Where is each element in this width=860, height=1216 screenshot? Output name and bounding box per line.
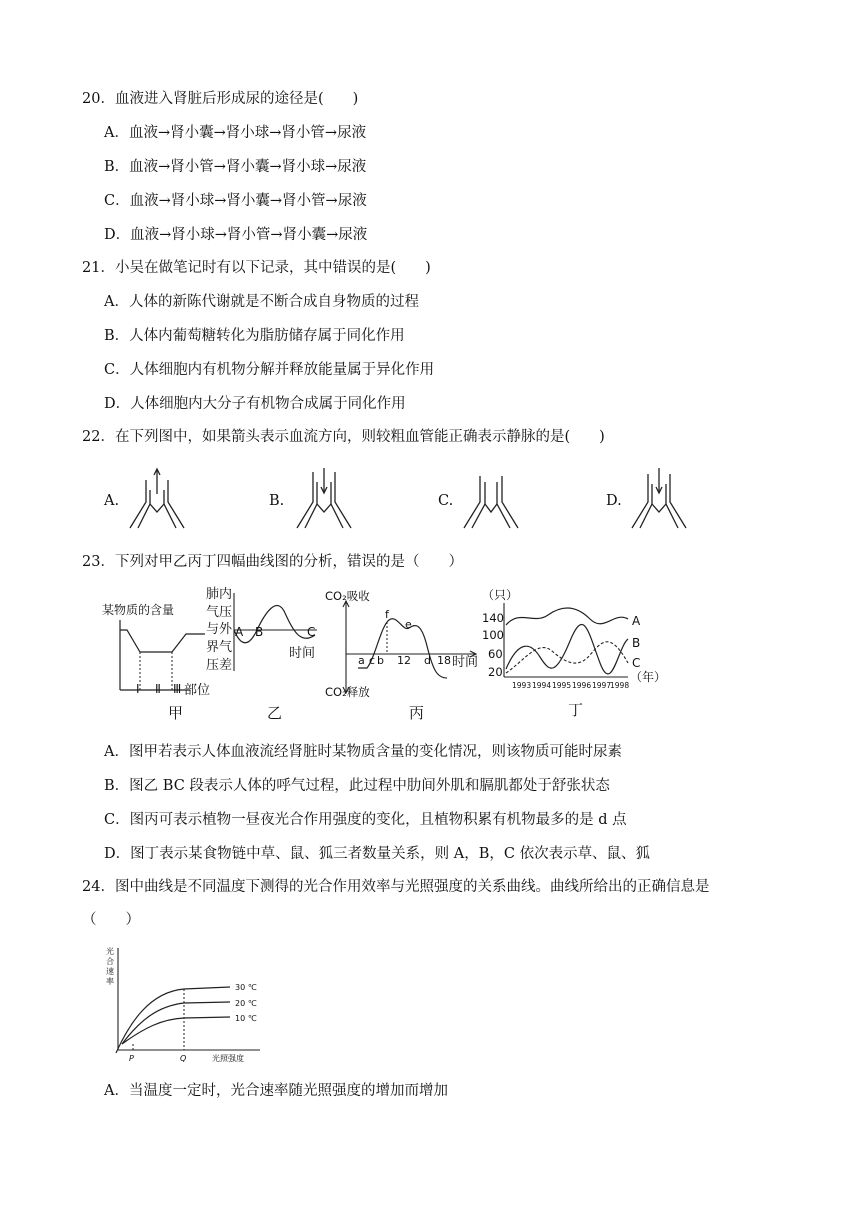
q22-stem: 22．在下列图中，如果箭头表示血流方向，则较粗血管能正确表示静脉的是( ) xyxy=(82,429,605,445)
q22-option-b-label: B. xyxy=(269,493,285,509)
ding-unit: （只） xyxy=(482,588,519,602)
bing-bottom-label: CO₂释放 xyxy=(325,685,370,699)
q24-ylabel-3: 速 xyxy=(106,967,114,976)
q23-option-b: B．图乙 BC 段表示人体的呼气过程，此过程中肋间外肌和膈肌都处于舒张状态 xyxy=(104,778,610,794)
jia-tick-3: Ⅲ xyxy=(173,682,182,696)
yi-ylabel-1: 肺内 xyxy=(206,587,233,602)
ding-year-1995: 1995 xyxy=(552,681,572,690)
jia-tick-1: Ⅰ xyxy=(136,682,140,696)
q24-ylabel-2: 合 xyxy=(106,957,114,966)
ding-year-1998: 1998 xyxy=(610,681,630,690)
q24-stem: 24．图中曲线是不同温度下测得的光合作用效率与光照强度的关系曲线。曲线所给出的正确信息是 xyxy=(82,879,710,895)
q24-tick-q: Q xyxy=(180,1054,187,1063)
q24-curve-10-label: 10 ℃ xyxy=(235,1014,257,1023)
bing-point-b: b xyxy=(377,654,384,667)
q24-option-a: A．当温度一定时，光合速率随光照强度的增加而增加 xyxy=(104,1083,448,1099)
q22-vessel-diagram-a xyxy=(128,466,188,532)
q23-option-c: C．图丙可表示植物一昼夜光合作用强度的变化，且植物积累有机物最多的是 d 点 xyxy=(104,812,627,828)
ding-ytick-100: 100 xyxy=(482,628,504,642)
q20-option-d: D．血液→肾小球→肾小管→肾小囊→尿液 xyxy=(104,227,368,243)
q20-option-a: A．血液→肾小囊→肾小球→肾小管→尿液 xyxy=(104,125,367,141)
yi-ylabel-3: 与外 xyxy=(206,622,233,637)
ding-ytick-60: 60 xyxy=(488,647,503,661)
ding-year-1994: 1994 xyxy=(532,681,552,690)
q24-photosynthesis-chart xyxy=(100,940,275,1065)
q22-option-c-label: C. xyxy=(438,493,454,509)
q24-ylabel-4: 率 xyxy=(106,977,114,986)
ding-year-1997: 1997 xyxy=(592,681,612,690)
q21-option-a: A．人体的新陈代谢就是不断合成自身物质的过程 xyxy=(104,294,419,310)
q24-ylabel-1: 光 xyxy=(106,947,114,956)
bing-tick-18: 18 xyxy=(437,654,451,667)
q20-option-b: B．血液→肾小管→肾小囊→肾小球→尿液 xyxy=(104,159,367,175)
bing-point-d: d xyxy=(424,654,431,667)
yi-point-c: C xyxy=(307,625,316,639)
ding-ytick-140: 140 xyxy=(482,611,504,625)
yi-ylabel-5: 压差 xyxy=(206,658,233,673)
yi-caption: 乙 xyxy=(267,704,283,722)
yi-ylabel-4: 界气 xyxy=(206,640,233,655)
bing-xlabel: 时间 xyxy=(452,655,479,670)
q20-stem: 20．血液进入肾脏后形成尿的途径是( ) xyxy=(82,91,359,107)
q24-stem-continued: （ ） xyxy=(82,912,140,928)
q22-vessel-diagram-d xyxy=(630,466,690,532)
ding-series-b: B xyxy=(632,636,641,650)
ding-caption: 丁 xyxy=(568,701,584,719)
ding-series-c: C xyxy=(632,656,641,670)
bing-caption: 丙 xyxy=(409,704,425,722)
q24-curve-20-label: 20 ℃ xyxy=(235,999,257,1008)
q22-vessel-diagram-b xyxy=(295,466,355,532)
q23-stem: 23．下列对甲乙丙丁四幅曲线图的分析，错误的是（ ） xyxy=(82,554,463,570)
q22-vessel-diagram-c xyxy=(462,466,522,532)
q21-option-c: C．人体细胞内有机物分解并释放能量属于异化作用 xyxy=(104,362,435,378)
yi-point-a: A xyxy=(235,625,244,639)
q23-figure-yi xyxy=(205,585,325,720)
q21-stem: 21．小吴在做笔记时有以下记录，其中错误的是( ) xyxy=(82,260,431,276)
ding-year-1996: 1996 xyxy=(572,681,592,690)
q23-option-d: D．图丁表示某食物链中草、鼠、狐三者数量关系，则 A，B，C 依次表示草、鼠、狐 xyxy=(104,846,651,862)
ding-ytick-20: 20 xyxy=(488,665,503,679)
q20-option-c: C．血液→肾小球→肾小囊→肾小管→尿液 xyxy=(104,193,367,209)
q22-option-a-label: A. xyxy=(104,493,120,509)
bing-point-a: a xyxy=(358,654,365,667)
yi-ylabel-2: 气压 xyxy=(206,605,233,620)
jia-xlabel: 部位 xyxy=(184,683,211,698)
ding-series-a: A xyxy=(632,614,641,628)
bing-top-label: CO₂吸收 xyxy=(325,589,370,603)
bing-tick-12: 12 xyxy=(397,654,411,667)
bing-point-f: f xyxy=(385,608,389,621)
jia-ylabel: 某物质的含量 xyxy=(102,603,175,617)
q24-curve-30-label: 30 ℃ xyxy=(235,983,257,992)
q23-figure-jia xyxy=(100,590,220,725)
q24-xlabel: 光照强度 xyxy=(212,1054,244,1063)
q23-figure-bing xyxy=(325,588,485,723)
yi-xlabel: 时间 xyxy=(289,646,316,661)
curve-10c xyxy=(122,1017,230,1044)
q21-option-b: B．人体内葡萄糖转化为脂肪储存属于同化作用 xyxy=(104,328,405,344)
jia-tick-2: Ⅱ xyxy=(155,682,161,696)
bing-point-c: c xyxy=(369,654,376,667)
q24-tick-p: P xyxy=(129,1054,134,1063)
ding-xunit: （年） xyxy=(630,670,667,684)
q23-option-a: A．图甲若表示人体血液流经肾脏时某物质含量的变化情况，则该物质可能时尿素 xyxy=(104,744,622,760)
yi-point-b: B xyxy=(255,625,264,639)
q22-option-d-label: D. xyxy=(606,493,622,509)
curve-30c xyxy=(116,987,230,1053)
bing-point-e: e xyxy=(405,618,412,631)
q23-figure-ding xyxy=(478,585,668,720)
q21-option-d: D．人体细胞内大分子有机物合成属于同化作用 xyxy=(104,396,406,412)
ding-year-1993: 1993 xyxy=(512,681,532,690)
jia-caption: 甲 xyxy=(168,704,184,722)
curve-20c xyxy=(122,1002,230,1044)
